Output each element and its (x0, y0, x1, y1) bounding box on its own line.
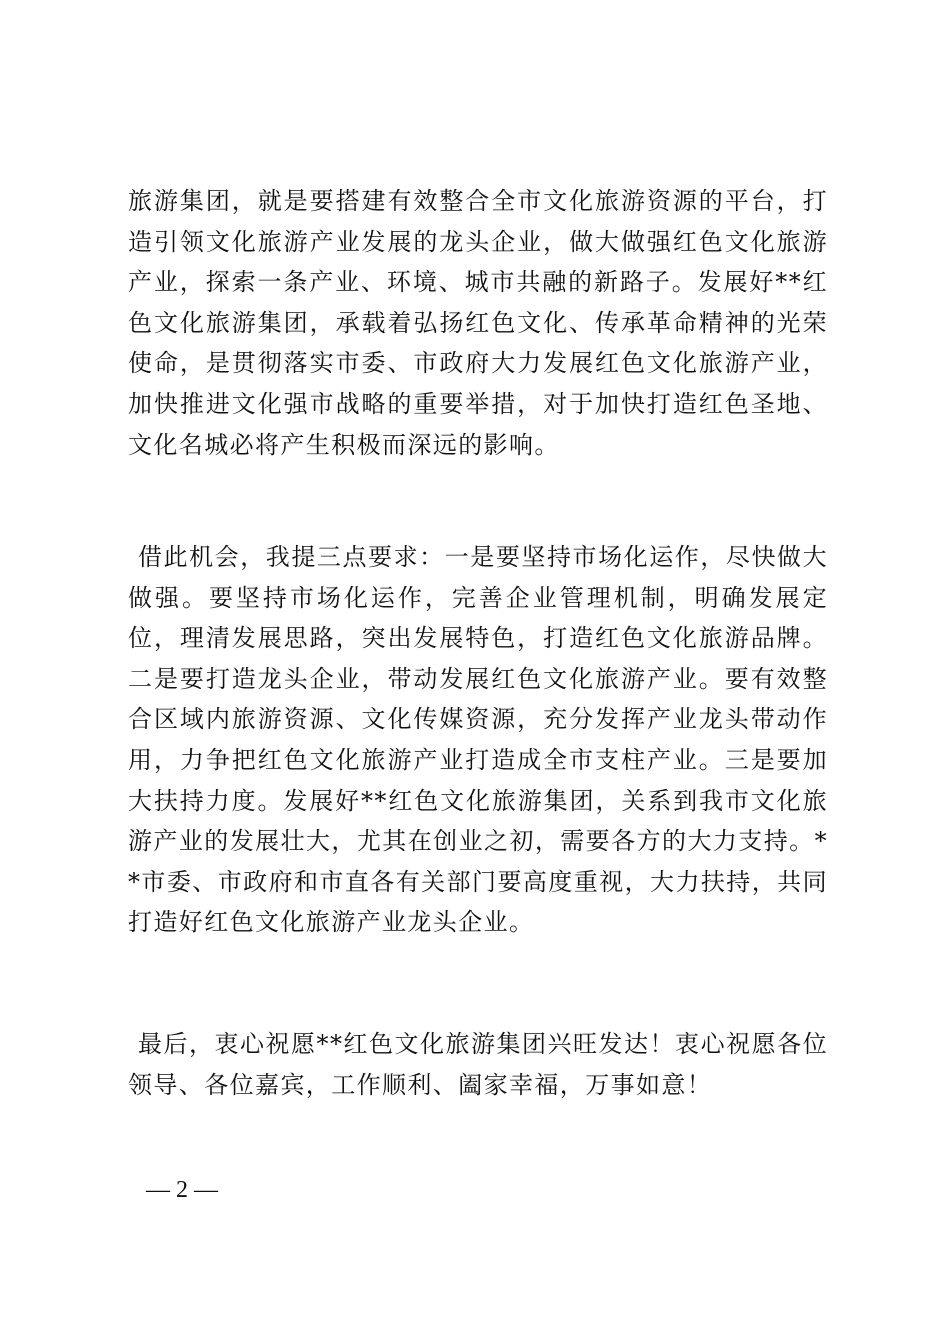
body-paragraph-1: 旅游集团，就是要搭建有效整合全市文化旅游资源的平台，打造引领文化旅游产业发展的龙头企业，做大做强红色文化旅游产业，探索一条产业、环境、城市共融的新路子。发展好**红色文化旅游集团，承载着弘扬红色文化、传承革命精神的光荣使命，是贯彻落实市委、市政府大力发展红色文化旅游产业，加快推进文化强市战略的重要举措，对于加快打造红色圣地、文化名城必将产生积极而深远的影响。 (128, 187, 828, 459)
body-paragraph-2: 借此机会，我提三点要求：一是要坚持市场化运作，尽快做大做强。要坚持市场化运作，完善企业管理机制，明确发展定位，理清发展思路，突出发展特色，打造红色文化旅游品牌。二是要打造龙头企业，带动发展红色文化旅游产业。要有效整合区域内旅游资源、文化传媒资源，充分发挥产业龙头带动作用，力争把红色文化旅游产业打造成全市支柱产业。三是要加大扶持力度。发展好**红色文化旅游集团，关系到我市文化旅游产业的发展壮大，尤其在创业之初，需要各方的大力支持。**市委、市政府和市直各有关部门要高度重视，大力扶持，共同打造好红色文化旅游产业龙头企业。 (128, 543, 828, 937)
page-number: — 2 — (146, 1177, 218, 1203)
body-paragraph-3: 最后，衷心祝愿**红色文化旅游集团兴旺发达！衷心祝愿各位领导、各位嘉宾，工作顺利、阖家幸福，万事如意！ (128, 1030, 828, 1099)
